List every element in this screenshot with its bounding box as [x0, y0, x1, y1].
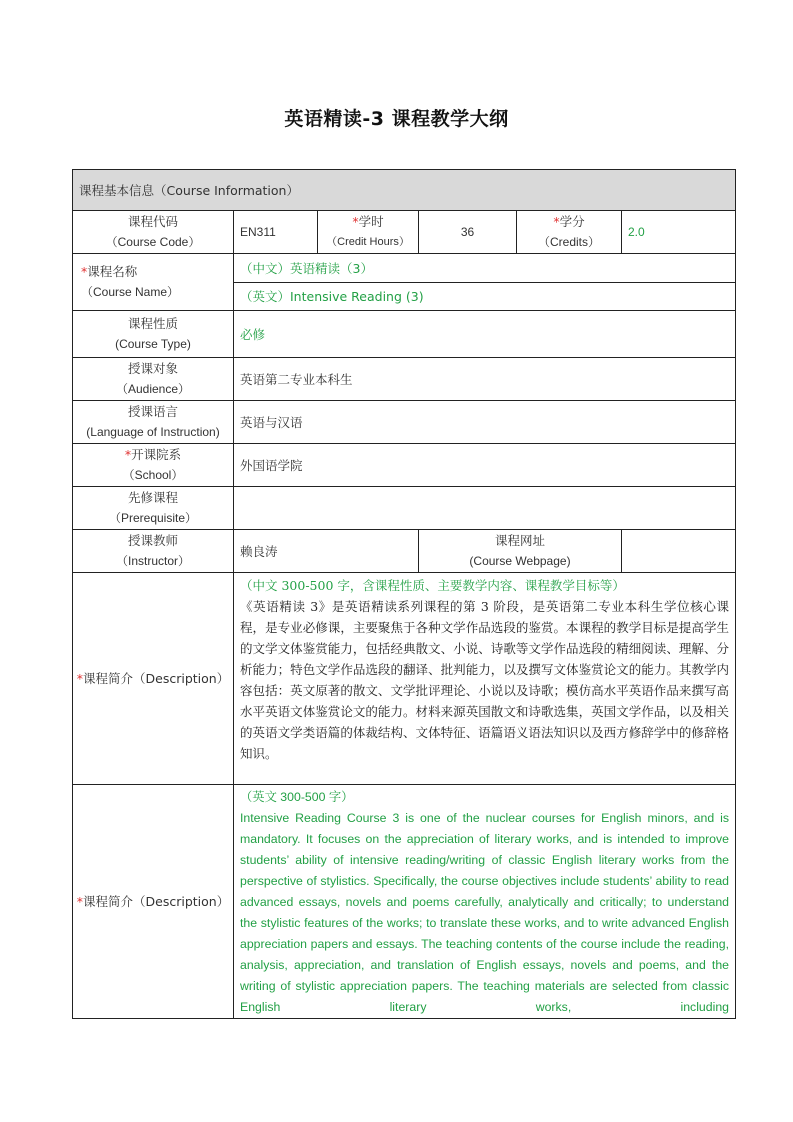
description-cn-note: （中文 300-500 字，含课程性质、主要教学内容、课程教学目标等）: [240, 578, 625, 593]
course-name-label: *课程名称 （Course Name）: [73, 254, 234, 311]
audience-label: 授课对象 （Audience）: [73, 358, 234, 401]
course-code-row: [73, 211, 736, 254]
required-star: *: [124, 447, 132, 462]
credits-value: 2.0: [622, 211, 736, 254]
webpage-label: 课程网址 (Course Webpage): [419, 530, 622, 573]
instructor-label: 授课教师 （Instructor）: [73, 530, 234, 573]
description-cn-text: 《英语精读 3》是英语精读系列课程的第 3 阶段，是英语第二专业本科生学位核心课程，是专业必修课，主要聚焦于各种文学作品选段的鉴赏。本课程的教学目标是提高学生的文学文体鉴赏能力，包括经典散文、小说、诗歌等文学作品选段的精细阅读、理解、分析能力；特色文学作品选段的翻译、批判能力，以及撰写文体鉴赏论文的能力。其教学内容包括：英文原著的散文、文学批评理论、小说以及诗歌；模仿高水平英语作品来撰写高水平英语文体鉴赏论文的能力。材料来源英国散文和诗歌选集，英国文学作品，以及相关的英语文学类语篇的体裁结构、文体特征、语篇语义语法知识以及西方修辞学中的修辞格知识。: [240, 599, 730, 761]
course-name-cn-value: （中文）英语精读（3）: [234, 254, 736, 283]
description-en-value: [234, 785, 736, 1019]
description-cn-value: [234, 573, 736, 785]
instructor-row: [73, 530, 736, 573]
course-info-table: [72, 169, 736, 1019]
section-header: 课程基本信息（Course Information）: [73, 170, 736, 211]
course-name-en-value: （英文）Intensive Reading (3): [234, 283, 736, 311]
course-type-row: [73, 311, 736, 358]
course-code-label: 课程代码 （Course Code）: [73, 211, 234, 254]
course-type-label: 课程性质 (Course Type): [73, 311, 234, 358]
description-cn-row: [73, 573, 736, 785]
prerequisite-value: [234, 487, 736, 530]
audience-value: 英语第二专业本科生: [234, 358, 736, 401]
description-en-row: [73, 785, 736, 1019]
required-star: *: [81, 264, 88, 279]
required-star: *: [76, 671, 84, 686]
instructor-value: 赖良涛: [234, 530, 419, 573]
required-star: *: [352, 214, 359, 229]
course-name-row-cn: [73, 254, 736, 283]
school-value: 外国语学院: [234, 444, 736, 487]
language-row: [73, 401, 736, 444]
audience-row: [73, 358, 736, 401]
section-header-row: [73, 170, 736, 211]
school-row: [73, 444, 736, 487]
webpage-value: [622, 530, 736, 573]
credits-label: *学分 （Credits）: [517, 211, 622, 254]
prerequisite-row: [73, 487, 736, 530]
required-star: *: [76, 894, 84, 909]
prerequisite-label: 先修课程 （Prerequisite）: [73, 487, 234, 530]
school-label: *开课院系 （School）: [73, 444, 234, 487]
language-value: 英语与汉语: [234, 401, 736, 444]
description-cn-label: *课程简介（Description）: [73, 573, 234, 785]
credit-hours-label: *学时 （Credit Hours）: [318, 211, 419, 254]
credit-hours-value: 36: [419, 211, 517, 254]
description-en-label: *课程简介（Description）: [73, 785, 234, 1019]
language-label: 授课语言 (Language of Instruction): [73, 401, 234, 444]
course-type-value: 必修: [234, 311, 736, 358]
document-title: 英语精读-3 课程教学大纲: [284, 108, 509, 130]
description-en-text: Intensive Reading Course 3 is one of the nuclear courses for English minors, and is mandatory. It focuses on the appreciation of literary works, and is intended to improve students’ ability of intensive reading/writing of classic English literary works from the perspective of stylistics. Specifically, the course objectives include students’ ability to read advanced essays, novels and poems carefully, analytically and critically; to understand the stylistic features of the works; to translate these works, and to write advanced English appreciation papers and essays. The teaching contents of the course include the reading, analysis, appreciation, and translation of English essays, novels and poems, and the writing of stylistic appreciation papers. The teaching materials are selected from classic English literary works, including: [240, 811, 730, 1014]
course-code-value: EN311: [234, 211, 318, 254]
required-star: *: [553, 214, 560, 229]
description-en-note: （英文 300-500 字）: [240, 790, 354, 804]
